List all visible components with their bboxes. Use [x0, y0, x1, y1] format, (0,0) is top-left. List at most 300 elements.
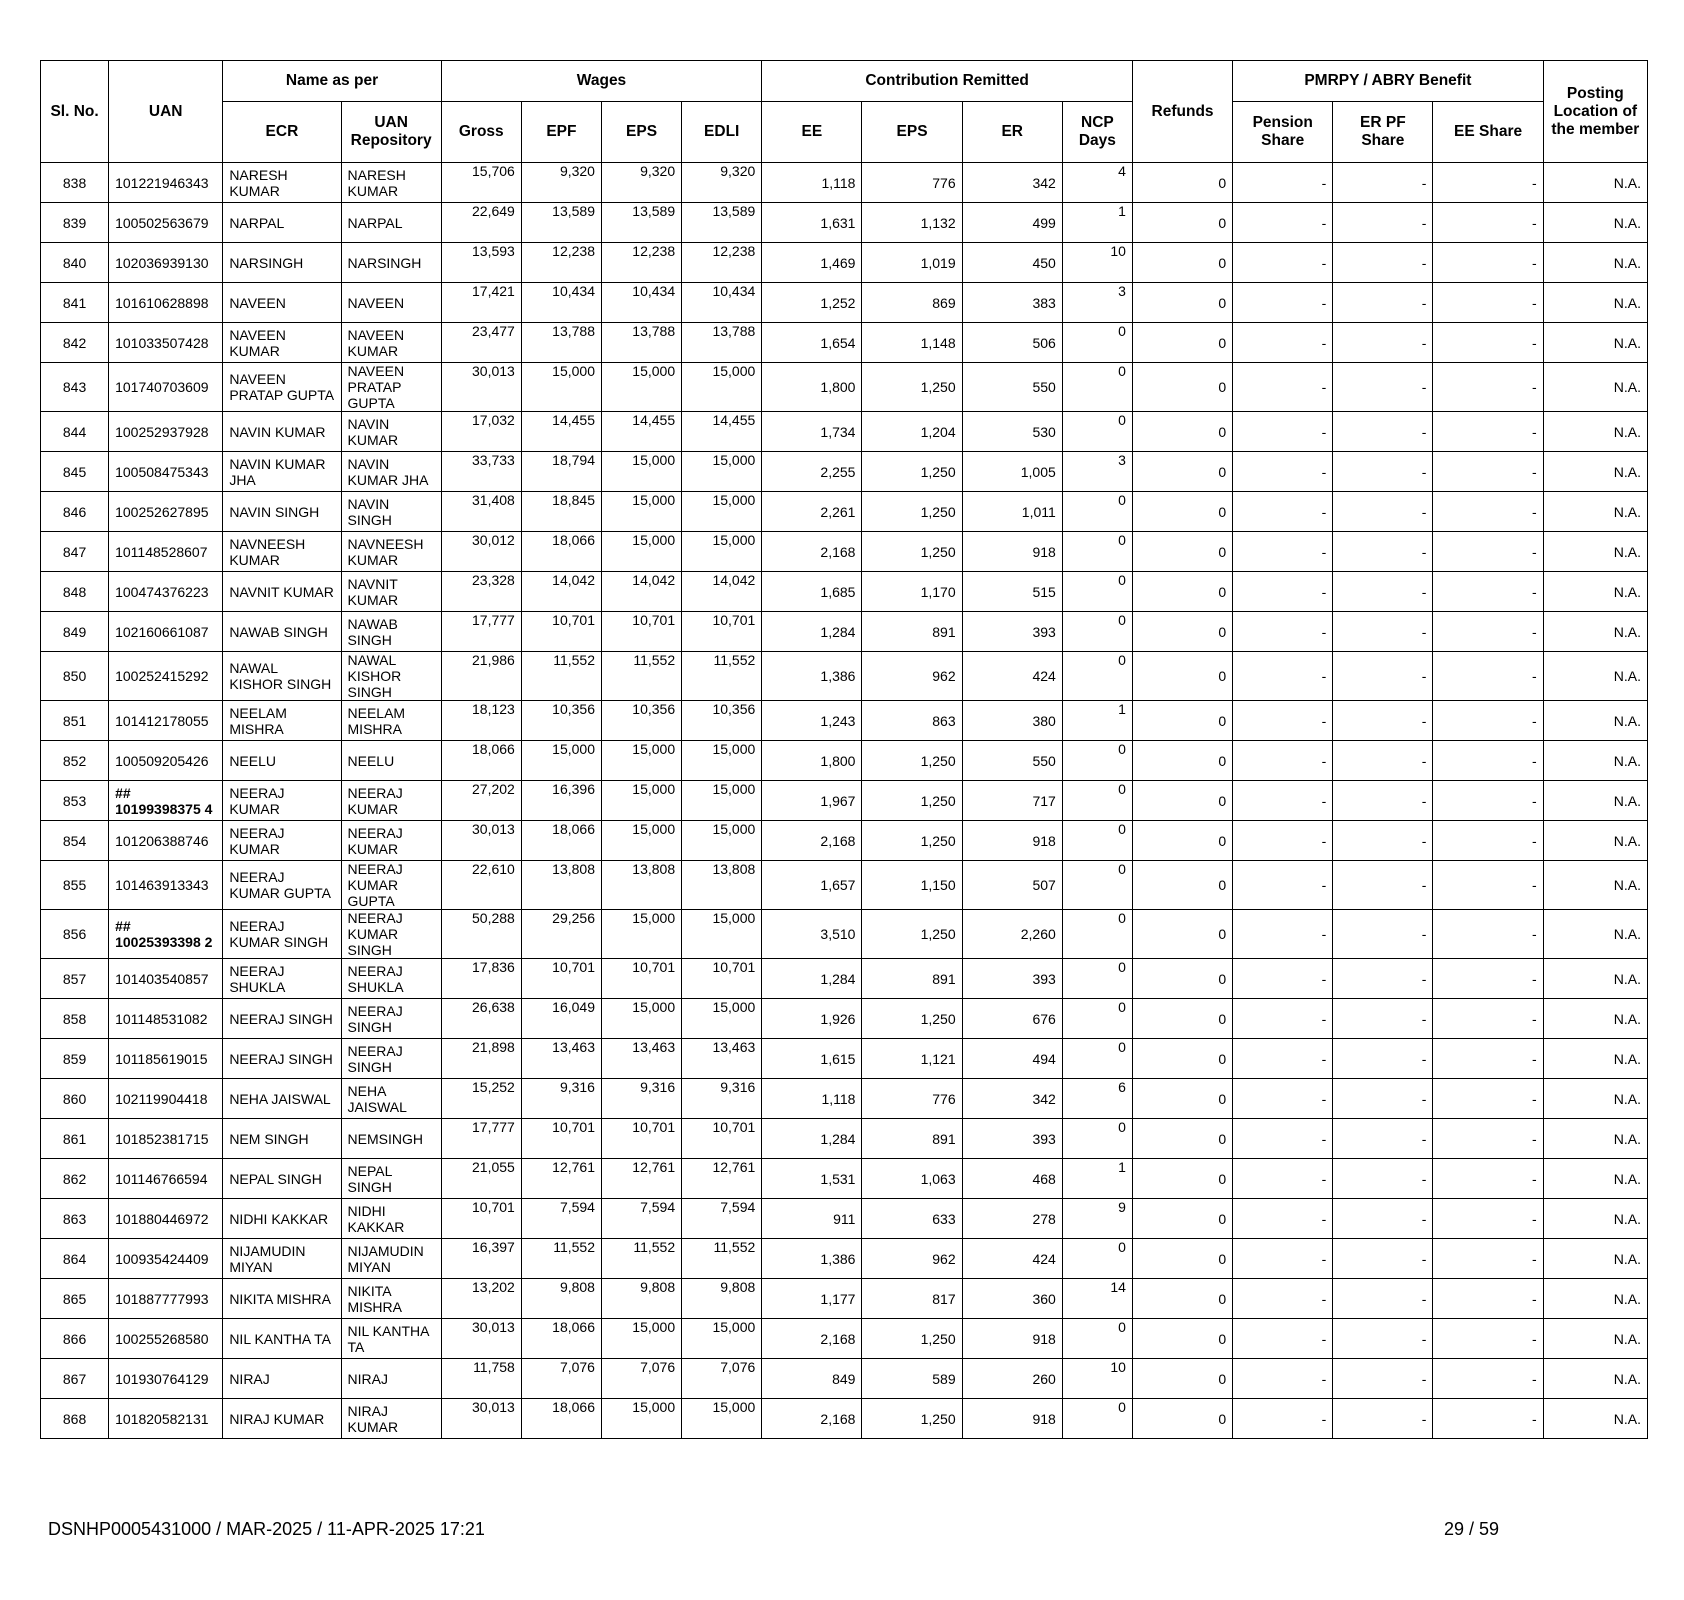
cell-uan-repository-name: NAVNEESH KUMAR [341, 532, 441, 572]
cell-eps: 10,701 [601, 1119, 681, 1159]
cell-ncp-days: 0 [1062, 1399, 1132, 1439]
cell-ee-share: - [1433, 1359, 1543, 1399]
cell-edli: 9,316 [682, 1079, 762, 1119]
cell-ecr-name: NAWAB SINGH [223, 612, 341, 652]
cell-edli: 15,000 [682, 781, 762, 821]
cell-refunds: 0 [1132, 1399, 1232, 1439]
cell-posting-location: N.A. [1543, 452, 1647, 492]
cell-pension-share: - [1233, 861, 1333, 910]
col-refunds: Refunds [1132, 61, 1232, 163]
cell-epf: 16,049 [521, 999, 601, 1039]
cell-er: 918 [962, 1319, 1062, 1359]
cell-ee: 1,654 [762, 323, 862, 363]
cell-gross: 30,013 [441, 1319, 521, 1359]
cell-er-pf-share: - [1333, 1119, 1433, 1159]
table-row [41, 701, 1648, 741]
cell-ecr-name: NEERAJ SHUKLA [223, 959, 341, 999]
cell-uan-repository-name: NEERAJ SINGH [341, 999, 441, 1039]
cell-ncp-days: 0 [1062, 999, 1132, 1039]
cell-sl-no: 853 [41, 781, 109, 821]
cell-ecr-name: NEERAJ KUMAR GUPTA [223, 861, 341, 910]
table-row [41, 1239, 1648, 1279]
cell-ncp-days: 1 [1062, 1159, 1132, 1199]
cell-er-pf-share: - [1333, 363, 1433, 412]
cell-ee-share: - [1433, 412, 1543, 452]
cell-ee-share: - [1433, 652, 1543, 701]
cell-ee: 1,800 [762, 741, 862, 781]
cell-er-pf-share: - [1333, 283, 1433, 323]
cell-er-pf-share: - [1333, 652, 1433, 701]
cell-refunds: 0 [1132, 1319, 1232, 1359]
cell-gross: 30,013 [441, 1399, 521, 1439]
cell-eps: 15,000 [601, 1399, 681, 1439]
cell-posting-location: N.A. [1543, 612, 1647, 652]
cell-eps: 9,320 [601, 163, 681, 203]
cell-er: 515 [962, 572, 1062, 612]
cell-pension-share: - [1233, 741, 1333, 781]
col-sl-no: Sl. No. [41, 61, 109, 163]
cell-eps: 12,761 [601, 1159, 681, 1199]
cell-gross: 16,397 [441, 1239, 521, 1279]
cell-er: 507 [962, 861, 1062, 910]
cell-gross: 13,593 [441, 243, 521, 283]
cell-uan: 101033507428 [109, 323, 223, 363]
cell-uan-repository-name: NEHA JAISWAL [341, 1079, 441, 1119]
cell-ecr-name: NIL KANTHA TA [223, 1319, 341, 1359]
cell-er-pf-share: - [1333, 821, 1433, 861]
cell-posting-location: N.A. [1543, 959, 1647, 999]
cell-ecr-name: NEERAJ SINGH [223, 1039, 341, 1079]
cell-er: 260 [962, 1359, 1062, 1399]
cell-sl-no: 839 [41, 203, 109, 243]
cell-pension-share: - [1233, 701, 1333, 741]
cell-er-pf-share: - [1333, 412, 1433, 452]
cell-uan-repository-name: NIJAMUDIN MIYAN [341, 1239, 441, 1279]
cell-sl-no: 857 [41, 959, 109, 999]
cell-ecr-name: NAVEEN KUMAR [223, 323, 341, 363]
cell-er-pf-share: - [1333, 163, 1433, 203]
cell-eps-contribution: 1,121 [862, 1039, 962, 1079]
cell-pension-share: - [1233, 323, 1333, 363]
cell-edli: 15,000 [682, 492, 762, 532]
cell-ee-share: - [1433, 363, 1543, 412]
col-group-contribution-remitted: Contribution Remitted [762, 61, 1133, 102]
cell-gross: 17,777 [441, 1119, 521, 1159]
cell-ee-share: - [1433, 323, 1543, 363]
cell-epf: 29,256 [521, 910, 601, 959]
cell-er: 424 [962, 652, 1062, 701]
cell-ee-share: - [1433, 532, 1543, 572]
cell-er-pf-share: - [1333, 1159, 1433, 1199]
cell-epf: 7,076 [521, 1359, 601, 1399]
cell-ee-share: - [1433, 781, 1543, 821]
cell-ee: 911 [762, 1199, 862, 1239]
cell-epf: 12,761 [521, 1159, 601, 1199]
cell-ee: 2,168 [762, 1399, 862, 1439]
cell-edli: 15,000 [682, 910, 762, 959]
cell-er: 499 [962, 203, 1062, 243]
cell-refunds: 0 [1132, 910, 1232, 959]
cell-refunds: 0 [1132, 1199, 1232, 1239]
cell-ecr-name: NAWAL KISHOR SINGH [223, 652, 341, 701]
cell-refunds: 0 [1132, 243, 1232, 283]
cell-uan-repository-name: NEMSINGH [341, 1119, 441, 1159]
cell-er-pf-share: - [1333, 452, 1433, 492]
cell-sl-no: 838 [41, 163, 109, 203]
cell-ee: 3,510 [762, 910, 862, 959]
cell-pension-share: - [1233, 910, 1333, 959]
cell-epf: 9,320 [521, 163, 601, 203]
cell-pension-share: - [1233, 612, 1333, 652]
cell-refunds: 0 [1132, 1239, 1232, 1279]
cell-gross: 17,032 [441, 412, 521, 452]
cell-uan: 101221946343 [109, 163, 223, 203]
cell-uan: 100255268580 [109, 1319, 223, 1359]
cell-epf: 18,066 [521, 821, 601, 861]
col-uan: UAN [109, 61, 223, 163]
cell-posting-location: N.A. [1543, 203, 1647, 243]
cell-gross: 30,012 [441, 532, 521, 572]
cell-gross: 10,701 [441, 1199, 521, 1239]
cell-er-pf-share: - [1333, 1239, 1433, 1279]
cell-uan-repository-name: NAVEEN KUMAR [341, 323, 441, 363]
cell-epf: 7,594 [521, 1199, 601, 1239]
cell-ee-share: - [1433, 1319, 1543, 1359]
cell-epf: 12,238 [521, 243, 601, 283]
cell-gross: 50,288 [441, 910, 521, 959]
cell-ncp-days: 0 [1062, 612, 1132, 652]
cell-sl-no: 868 [41, 1399, 109, 1439]
ecr-contribution-table [40, 60, 1648, 1439]
cell-edli: 15,000 [682, 821, 762, 861]
cell-ee-share: - [1433, 1159, 1543, 1199]
cell-ncp-days: 0 [1062, 652, 1132, 701]
cell-er: 676 [962, 999, 1062, 1039]
cell-gross: 18,066 [441, 741, 521, 781]
cell-er-pf-share: - [1333, 701, 1433, 741]
cell-pension-share: - [1233, 1159, 1333, 1199]
cell-edli: 11,552 [682, 652, 762, 701]
cell-posting-location: N.A. [1543, 821, 1647, 861]
cell-ncp-days: 0 [1062, 1039, 1132, 1079]
cell-ee: 1,118 [762, 163, 862, 203]
cell-ncp-days: 0 [1062, 959, 1132, 999]
col-pension-share: Pension Share [1233, 102, 1333, 163]
cell-uan-repository-name: NEERAJ KUMAR SINGH [341, 910, 441, 959]
cell-uan: 101887777993 [109, 1279, 223, 1319]
cell-sl-no: 862 [41, 1159, 109, 1199]
cell-er: 494 [962, 1039, 1062, 1079]
cell-ee: 1,118 [762, 1079, 862, 1119]
cell-ncp-days: 0 [1062, 412, 1132, 452]
cell-uan: 102119904418 [109, 1079, 223, 1119]
cell-pension-share: - [1233, 572, 1333, 612]
cell-epf: 13,589 [521, 203, 601, 243]
table-row [41, 1279, 1648, 1319]
cell-er-pf-share: - [1333, 532, 1433, 572]
cell-ncp-days: 0 [1062, 1319, 1132, 1359]
cell-er: 468 [962, 1159, 1062, 1199]
table-header [41, 61, 1648, 163]
cell-pension-share: - [1233, 492, 1333, 532]
cell-eps: 11,552 [601, 1239, 681, 1279]
cell-edli: 10,701 [682, 1119, 762, 1159]
cell-ee: 1,469 [762, 243, 862, 283]
cell-ee-share: - [1433, 1079, 1543, 1119]
cell-sl-no: 844 [41, 412, 109, 452]
cell-pension-share: - [1233, 1319, 1333, 1359]
cell-eps: 15,000 [601, 910, 681, 959]
table-row [41, 959, 1648, 999]
cell-sl-no: 860 [41, 1079, 109, 1119]
cell-edli: 10,701 [682, 959, 762, 999]
cell-ee: 2,261 [762, 492, 862, 532]
cell-epf: 16,396 [521, 781, 601, 821]
table-row [41, 1199, 1648, 1239]
cell-epf: 18,066 [521, 1399, 601, 1439]
cell-refunds: 0 [1132, 492, 1232, 532]
cell-er: 550 [962, 741, 1062, 781]
cell-eps-contribution: 633 [862, 1199, 962, 1239]
cell-uan: 100935424409 [109, 1239, 223, 1279]
cell-ncp-days: 0 [1062, 323, 1132, 363]
cell-sl-no: 864 [41, 1239, 109, 1279]
cell-sl-no: 843 [41, 363, 109, 412]
cell-refunds: 0 [1132, 1039, 1232, 1079]
cell-uan-repository-name: NARESH KUMAR [341, 163, 441, 203]
cell-uan-repository-name: NARPAL [341, 203, 441, 243]
cell-pension-share: - [1233, 203, 1333, 243]
cell-er-pf-share: - [1333, 1039, 1433, 1079]
cell-ncp-days: 0 [1062, 572, 1132, 612]
cell-refunds: 0 [1132, 203, 1232, 243]
cell-uan: ## 10199398375 4 [109, 781, 223, 821]
cell-ee: 2,255 [762, 452, 862, 492]
cell-eps: 15,000 [601, 781, 681, 821]
table-row [41, 781, 1648, 821]
cell-eps-contribution: 891 [862, 959, 962, 999]
cell-epf: 9,316 [521, 1079, 601, 1119]
col-ncp-days: NCP Days [1062, 102, 1132, 163]
col-eps-contribution: EPS [862, 102, 962, 163]
table-row [41, 1079, 1648, 1119]
cell-gross: 22,610 [441, 861, 521, 910]
cell-edli: 13,463 [682, 1039, 762, 1079]
cell-eps: 14,455 [601, 412, 681, 452]
cell-er-pf-share: - [1333, 1319, 1433, 1359]
cell-sl-no: 866 [41, 1319, 109, 1359]
cell-pension-share: - [1233, 163, 1333, 203]
cell-ncp-days: 0 [1062, 861, 1132, 910]
cell-uan: 100502563679 [109, 203, 223, 243]
col-ecr: ECR [223, 102, 341, 163]
cell-uan-repository-name: NARSINGH [341, 243, 441, 283]
cell-epf: 13,463 [521, 1039, 601, 1079]
cell-pension-share: - [1233, 363, 1333, 412]
cell-uan: 101610628898 [109, 283, 223, 323]
cell-uan-repository-name: NEELAM MISHRA [341, 701, 441, 741]
cell-uan: 102160661087 [109, 612, 223, 652]
cell-ee: 1,284 [762, 1119, 862, 1159]
cell-eps-contribution: 1,019 [862, 243, 962, 283]
cell-ecr-name: NIRAJ [223, 1359, 341, 1399]
cell-uan: 101206388746 [109, 821, 223, 861]
cell-eps: 10,356 [601, 701, 681, 741]
cell-ecr-name: NEERAJ KUMAR [223, 781, 341, 821]
cell-eps: 9,316 [601, 1079, 681, 1119]
cell-pension-share: - [1233, 999, 1333, 1039]
cell-sl-no: 841 [41, 283, 109, 323]
cell-uan-repository-name: NAVIN KUMAR [341, 412, 441, 452]
cell-eps-contribution: 589 [862, 1359, 962, 1399]
cell-posting-location: N.A. [1543, 1119, 1647, 1159]
cell-ecr-name: NIRAJ KUMAR [223, 1399, 341, 1439]
cell-ecr-name: NIJAMUDIN MIYAN [223, 1239, 341, 1279]
cell-gross: 17,836 [441, 959, 521, 999]
cell-er-pf-share: - [1333, 1359, 1433, 1399]
cell-uan: 101852381715 [109, 1119, 223, 1159]
cell-refunds: 0 [1132, 821, 1232, 861]
cell-ncp-days: 10 [1062, 1359, 1132, 1399]
cell-ecr-name: NARSINGH [223, 243, 341, 283]
cell-ee: 1,926 [762, 999, 862, 1039]
cell-edli: 10,701 [682, 612, 762, 652]
cell-eps: 10,701 [601, 612, 681, 652]
cell-uan-repository-name: NIRAJ [341, 1359, 441, 1399]
cell-ee: 849 [762, 1359, 862, 1399]
cell-eps: 13,788 [601, 323, 681, 363]
cell-uan-repository-name: NAVEEN PRATAP GUPTA [341, 363, 441, 412]
cell-er-pf-share: - [1333, 572, 1433, 612]
cell-er: 2,260 [962, 910, 1062, 959]
cell-posting-location: N.A. [1543, 492, 1647, 532]
table-row [41, 1319, 1648, 1359]
cell-refunds: 0 [1132, 1159, 1232, 1199]
cell-ecr-name: NEERAJ KUMAR [223, 821, 341, 861]
cell-eps: 10,701 [601, 959, 681, 999]
cell-ee-share: - [1433, 283, 1543, 323]
cell-gross: 33,733 [441, 452, 521, 492]
table-row [41, 910, 1648, 959]
cell-sl-no: 847 [41, 532, 109, 572]
cell-edli: 15,000 [682, 452, 762, 492]
cell-edli: 7,594 [682, 1199, 762, 1239]
cell-ee-share: - [1433, 243, 1543, 283]
cell-er-pf-share: - [1333, 1079, 1433, 1119]
cell-uan-repository-name: NEERAJ KUMAR GUPTA [341, 861, 441, 910]
cell-epf: 18,794 [521, 452, 601, 492]
cell-posting-location: N.A. [1543, 532, 1647, 572]
cell-refunds: 0 [1132, 363, 1232, 412]
cell-pension-share: - [1233, 1039, 1333, 1079]
cell-ee: 1,386 [762, 652, 862, 701]
cell-posting-location: N.A. [1543, 861, 1647, 910]
cell-ee-share: - [1433, 1199, 1543, 1239]
col-edli: EDLI [682, 102, 762, 163]
cell-epf: 18,066 [521, 1319, 601, 1359]
cell-er: 383 [962, 283, 1062, 323]
cell-uan-repository-name: NEERAJ SHUKLA [341, 959, 441, 999]
cell-er: 530 [962, 412, 1062, 452]
cell-uan-repository-name: NAWAB SINGH [341, 612, 441, 652]
cell-epf: 10,356 [521, 701, 601, 741]
cell-ncp-days: 0 [1062, 781, 1132, 821]
cell-pension-share: - [1233, 821, 1333, 861]
cell-uan-repository-name: NIL KANTHA TA [341, 1319, 441, 1359]
cell-pension-share: - [1233, 1279, 1333, 1319]
cell-pension-share: - [1233, 1399, 1333, 1439]
cell-refunds: 0 [1132, 572, 1232, 612]
cell-epf: 10,434 [521, 283, 601, 323]
cell-epf: 11,552 [521, 652, 601, 701]
cell-uan: 101146766594 [109, 1159, 223, 1199]
cell-ee-share: - [1433, 741, 1543, 781]
cell-sl-no: 867 [41, 1359, 109, 1399]
cell-eps-contribution: 863 [862, 701, 962, 741]
cell-eps: 12,238 [601, 243, 681, 283]
cell-pension-share: - [1233, 1079, 1333, 1119]
cell-gross: 18,123 [441, 701, 521, 741]
cell-gross: 11,758 [441, 1359, 521, 1399]
cell-sl-no: 865 [41, 1279, 109, 1319]
cell-posting-location: N.A. [1543, 1279, 1647, 1319]
table-row [41, 861, 1648, 910]
col-uan-repository: UAN Repository [341, 102, 441, 163]
cell-ee: 1,615 [762, 1039, 862, 1079]
cell-ecr-name: NAVIN KUMAR [223, 412, 341, 452]
cell-ncp-days: 3 [1062, 452, 1132, 492]
cell-sl-no: 859 [41, 1039, 109, 1079]
cell-ecr-name: NEELAM MISHRA [223, 701, 341, 741]
cell-posting-location: N.A. [1543, 572, 1647, 612]
cell-uan: 102036939130 [109, 243, 223, 283]
cell-sl-no: 849 [41, 612, 109, 652]
cell-edli: 9,808 [682, 1279, 762, 1319]
cell-ecr-name: NAVNIT KUMAR [223, 572, 341, 612]
cell-ee: 1,284 [762, 612, 862, 652]
cell-pension-share: - [1233, 1119, 1333, 1159]
cell-sl-no: 845 [41, 452, 109, 492]
cell-sl-no: 861 [41, 1119, 109, 1159]
cell-epf: 9,808 [521, 1279, 601, 1319]
cell-posting-location: N.A. [1543, 701, 1647, 741]
cell-pension-share: - [1233, 652, 1333, 701]
cell-edli: 10,356 [682, 701, 762, 741]
cell-uan-repository-name: NAVEEN [341, 283, 441, 323]
cell-uan-repository-name: NEERAJ SINGH [341, 1039, 441, 1079]
cell-edli: 12,238 [682, 243, 762, 283]
cell-edli: 15,000 [682, 1399, 762, 1439]
cell-refunds: 0 [1132, 1279, 1232, 1319]
cell-sl-no: 854 [41, 821, 109, 861]
col-eps: EPS [601, 102, 681, 163]
cell-edli: 13,589 [682, 203, 762, 243]
cell-edli: 11,552 [682, 1239, 762, 1279]
cell-pension-share: - [1233, 1199, 1333, 1239]
cell-refunds: 0 [1132, 999, 1232, 1039]
cell-ee-share: - [1433, 572, 1543, 612]
cell-eps: 11,552 [601, 652, 681, 701]
cell-ncp-days: 0 [1062, 363, 1132, 412]
cell-refunds: 0 [1132, 452, 1232, 492]
cell-er: 1,011 [962, 492, 1062, 532]
cell-posting-location: N.A. [1543, 1239, 1647, 1279]
cell-uan: 101148528607 [109, 532, 223, 572]
cell-er: 393 [962, 1119, 1062, 1159]
cell-ncp-days: 0 [1062, 532, 1132, 572]
cell-ecr-name: NARPAL [223, 203, 341, 243]
cell-eps-contribution: 891 [862, 1119, 962, 1159]
